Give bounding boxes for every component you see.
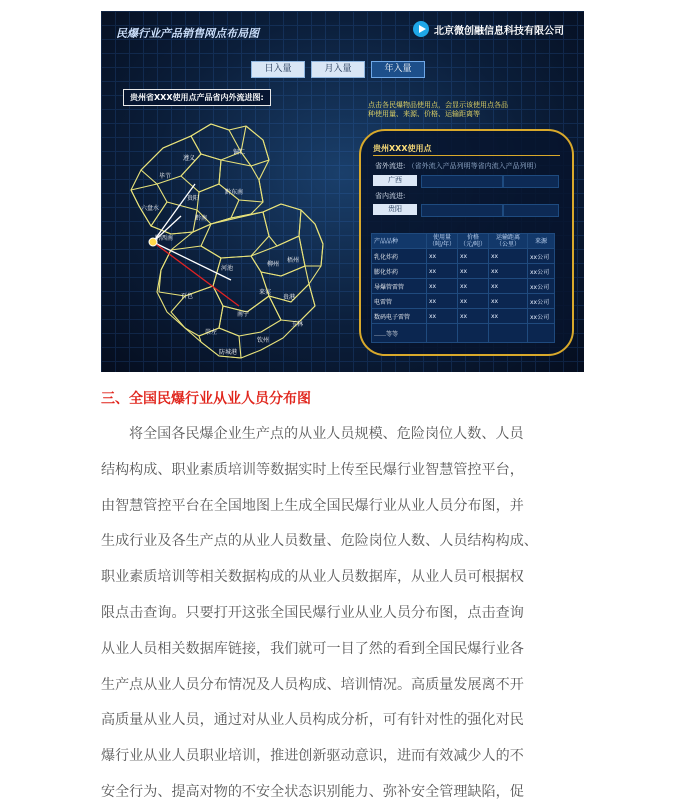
outside-inflow-value[interactable]: 广西 [373,175,417,186]
paragraph-line: 将全国各民爆企业生产点的从业人员规模、危险岗位人数、人员 [129,426,524,442]
cell-usage: xx [427,264,458,279]
col-header-source: 来源 [528,234,555,249]
cell-price: xx [458,294,489,309]
distribution-map-panel [101,11,584,372]
outside-inflow-bar-2 [503,175,559,188]
paragraph-line: 生成行业及各生产点的从业人员数量、危险岗位人数、人员结构构成、 [101,533,538,550]
table-row[interactable] [372,249,555,264]
region-hechi [201,212,269,258]
paragraph-line: 由智慧管控平台在全国地图上生成全国民爆行业从业人员分布图，并 [101,497,524,514]
cell-distance: xx [489,279,528,294]
click-hint: 点击各民爆物品使用点，会显示该使用点各品种使用量、来源、价格、运输距离等 [368,101,508,118]
cell-source: xx公司 [528,279,555,294]
info-divider [373,155,560,156]
city-label: 遵义 [183,155,196,162]
city-label: 防城港 [219,349,238,356]
outside-inflow-bar [421,175,503,188]
province-map[interactable] [101,106,361,372]
city-label: 玉林 [291,321,304,328]
paragraph-line: 限点击查询。只要打开这张全国民爆行业从业人员分布图，点击查询 [101,604,524,621]
usage-point-info-card [359,129,574,356]
cell-price: xx [458,309,489,324]
cell-etc: ……等等 [372,324,427,343]
cell-product: 乳化炸药 [372,249,427,264]
region-liuzhou [263,204,301,246]
cell-product: 导爆管雷管 [372,279,427,294]
outside-inflow-note: （省外流入产品列明等省内流入产品列明） [407,162,541,170]
cell-distance: xx [489,294,528,309]
product-table [371,233,555,343]
cell-price: xx [458,249,489,264]
company-logo-icon [413,21,429,37]
tab-daily[interactable]: 日入量 [251,61,305,78]
info-title: 贵州XXX使用点 [373,144,432,153]
city-label: 黔西南 [155,235,174,242]
flow-arrow-nanning [153,242,239,306]
paragraph-line: 从业人员相关数据库链接，我们就可一目了然的看到全国民爆行业各 [101,640,524,657]
city-label: 贵港 [283,294,296,301]
outside-inflow-label: 省外流进: [375,162,406,170]
region-laibin [251,236,305,276]
map-caption: 贵州省XXX使用点产品省内外流进图: [123,89,271,106]
cell-price: xx [458,279,489,294]
inside-inflow-value[interactable]: 贵阳 [373,204,417,215]
tab-yearly[interactable]: 年入量 [371,61,425,78]
outside-inflow-section [375,161,541,171]
city-label: 河池 [221,265,234,272]
region-wuzhou [299,210,323,266]
paragraph-line: 职业素质培训等相关数据构成的从业人员数据库，从业人员可根据权 [101,569,524,586]
table-header-row [372,234,555,249]
city-label: 黔东南 [225,189,244,196]
inside-inflow-bar [421,204,503,217]
company-name: 北京微创融信息科技有限公司 [434,25,564,37]
paragraph-line: 爆行业从业人员职业培训，推进创新驱动意识，进而有效减少人的不 [101,748,524,765]
cell-source: xx公司 [528,249,555,264]
cell-distance: xx [489,249,528,264]
col-header-distance: 运输距离（公里） [489,234,528,249]
table-row[interactable] [372,264,555,279]
table-row[interactable] [372,294,555,309]
city-label: 梧州 [287,257,300,264]
table-row-etc [372,324,555,343]
company-brand [413,21,564,37]
city-label: 钦州 [257,337,270,344]
city-label: 百色 [181,293,194,300]
cell-product: 膨化炸药 [372,264,427,279]
section-heading: 三、全国民爆行业从业人员分布图 [101,391,311,407]
cell-usage: xx [427,309,458,324]
city-label: 来宾 [259,289,272,296]
region-guangxi [157,204,323,358]
cell-usage: xx [427,279,458,294]
city-label: 六盘水 [141,205,160,212]
table-row[interactable] [372,309,555,324]
section-paragraph [101,417,580,811]
cell-usage: xx [427,249,458,264]
cell-source: xx公司 [528,264,555,279]
panel-title: 民爆行业产品销售网点布局图 [116,27,259,40]
paragraph-line: 高质量从业人员，通过对从业人员构成分析，可有针对性的强化对民 [101,712,524,729]
cell-empty [528,324,555,343]
cell-source: xx公司 [528,309,555,324]
period-tabs [251,61,425,78]
cell-distance: xx [489,309,528,324]
tab-monthly[interactable]: 月入量 [311,61,365,78]
cell-product: 数码电子雷管 [372,309,427,324]
region-tongren [241,126,269,166]
col-header-product: 产品品种 [372,234,427,249]
inside-inflow-label: 省内流进: [375,192,406,200]
cell-empty [458,324,489,343]
city-label: 铜仁 [233,149,246,156]
cell-distance: xx [489,264,528,279]
inside-inflow-bar-2 [503,204,559,217]
paragraph-line: 安全行为、提高对物的不安全状态识别能力、弥补安全管理缺陷，促 [101,783,524,800]
paragraph-line: 生产点从业人员分布情况及人员构成、培训情况。高质量发展离不开 [101,676,524,693]
table-row[interactable] [372,279,555,294]
region-qinzhou [219,296,281,336]
city-label: 崇左 [205,329,218,336]
city-label: 黔南 [195,215,208,222]
cell-source: xx公司 [528,294,555,309]
col-header-price: 价格（元/吨） [458,234,489,249]
cell-usage: xx [427,294,458,309]
paragraph-line: 结构构成、职业素质培训等数据实时上传至民爆行业智慧管控平台， [101,461,524,478]
city-label: 贵阳 [187,195,200,202]
cell-price: xx [458,264,489,279]
cell-product: 电雷管 [372,294,427,309]
cell-empty [489,324,528,343]
city-label: 毕节 [159,173,172,180]
col-header-usage: 使用量（吨/年） [427,234,458,249]
city-label: 柳州 [267,261,280,268]
city-label: 南宁 [237,311,250,318]
inside-inflow-section [375,191,405,201]
region-yulin [269,284,315,322]
cell-empty [427,324,458,343]
